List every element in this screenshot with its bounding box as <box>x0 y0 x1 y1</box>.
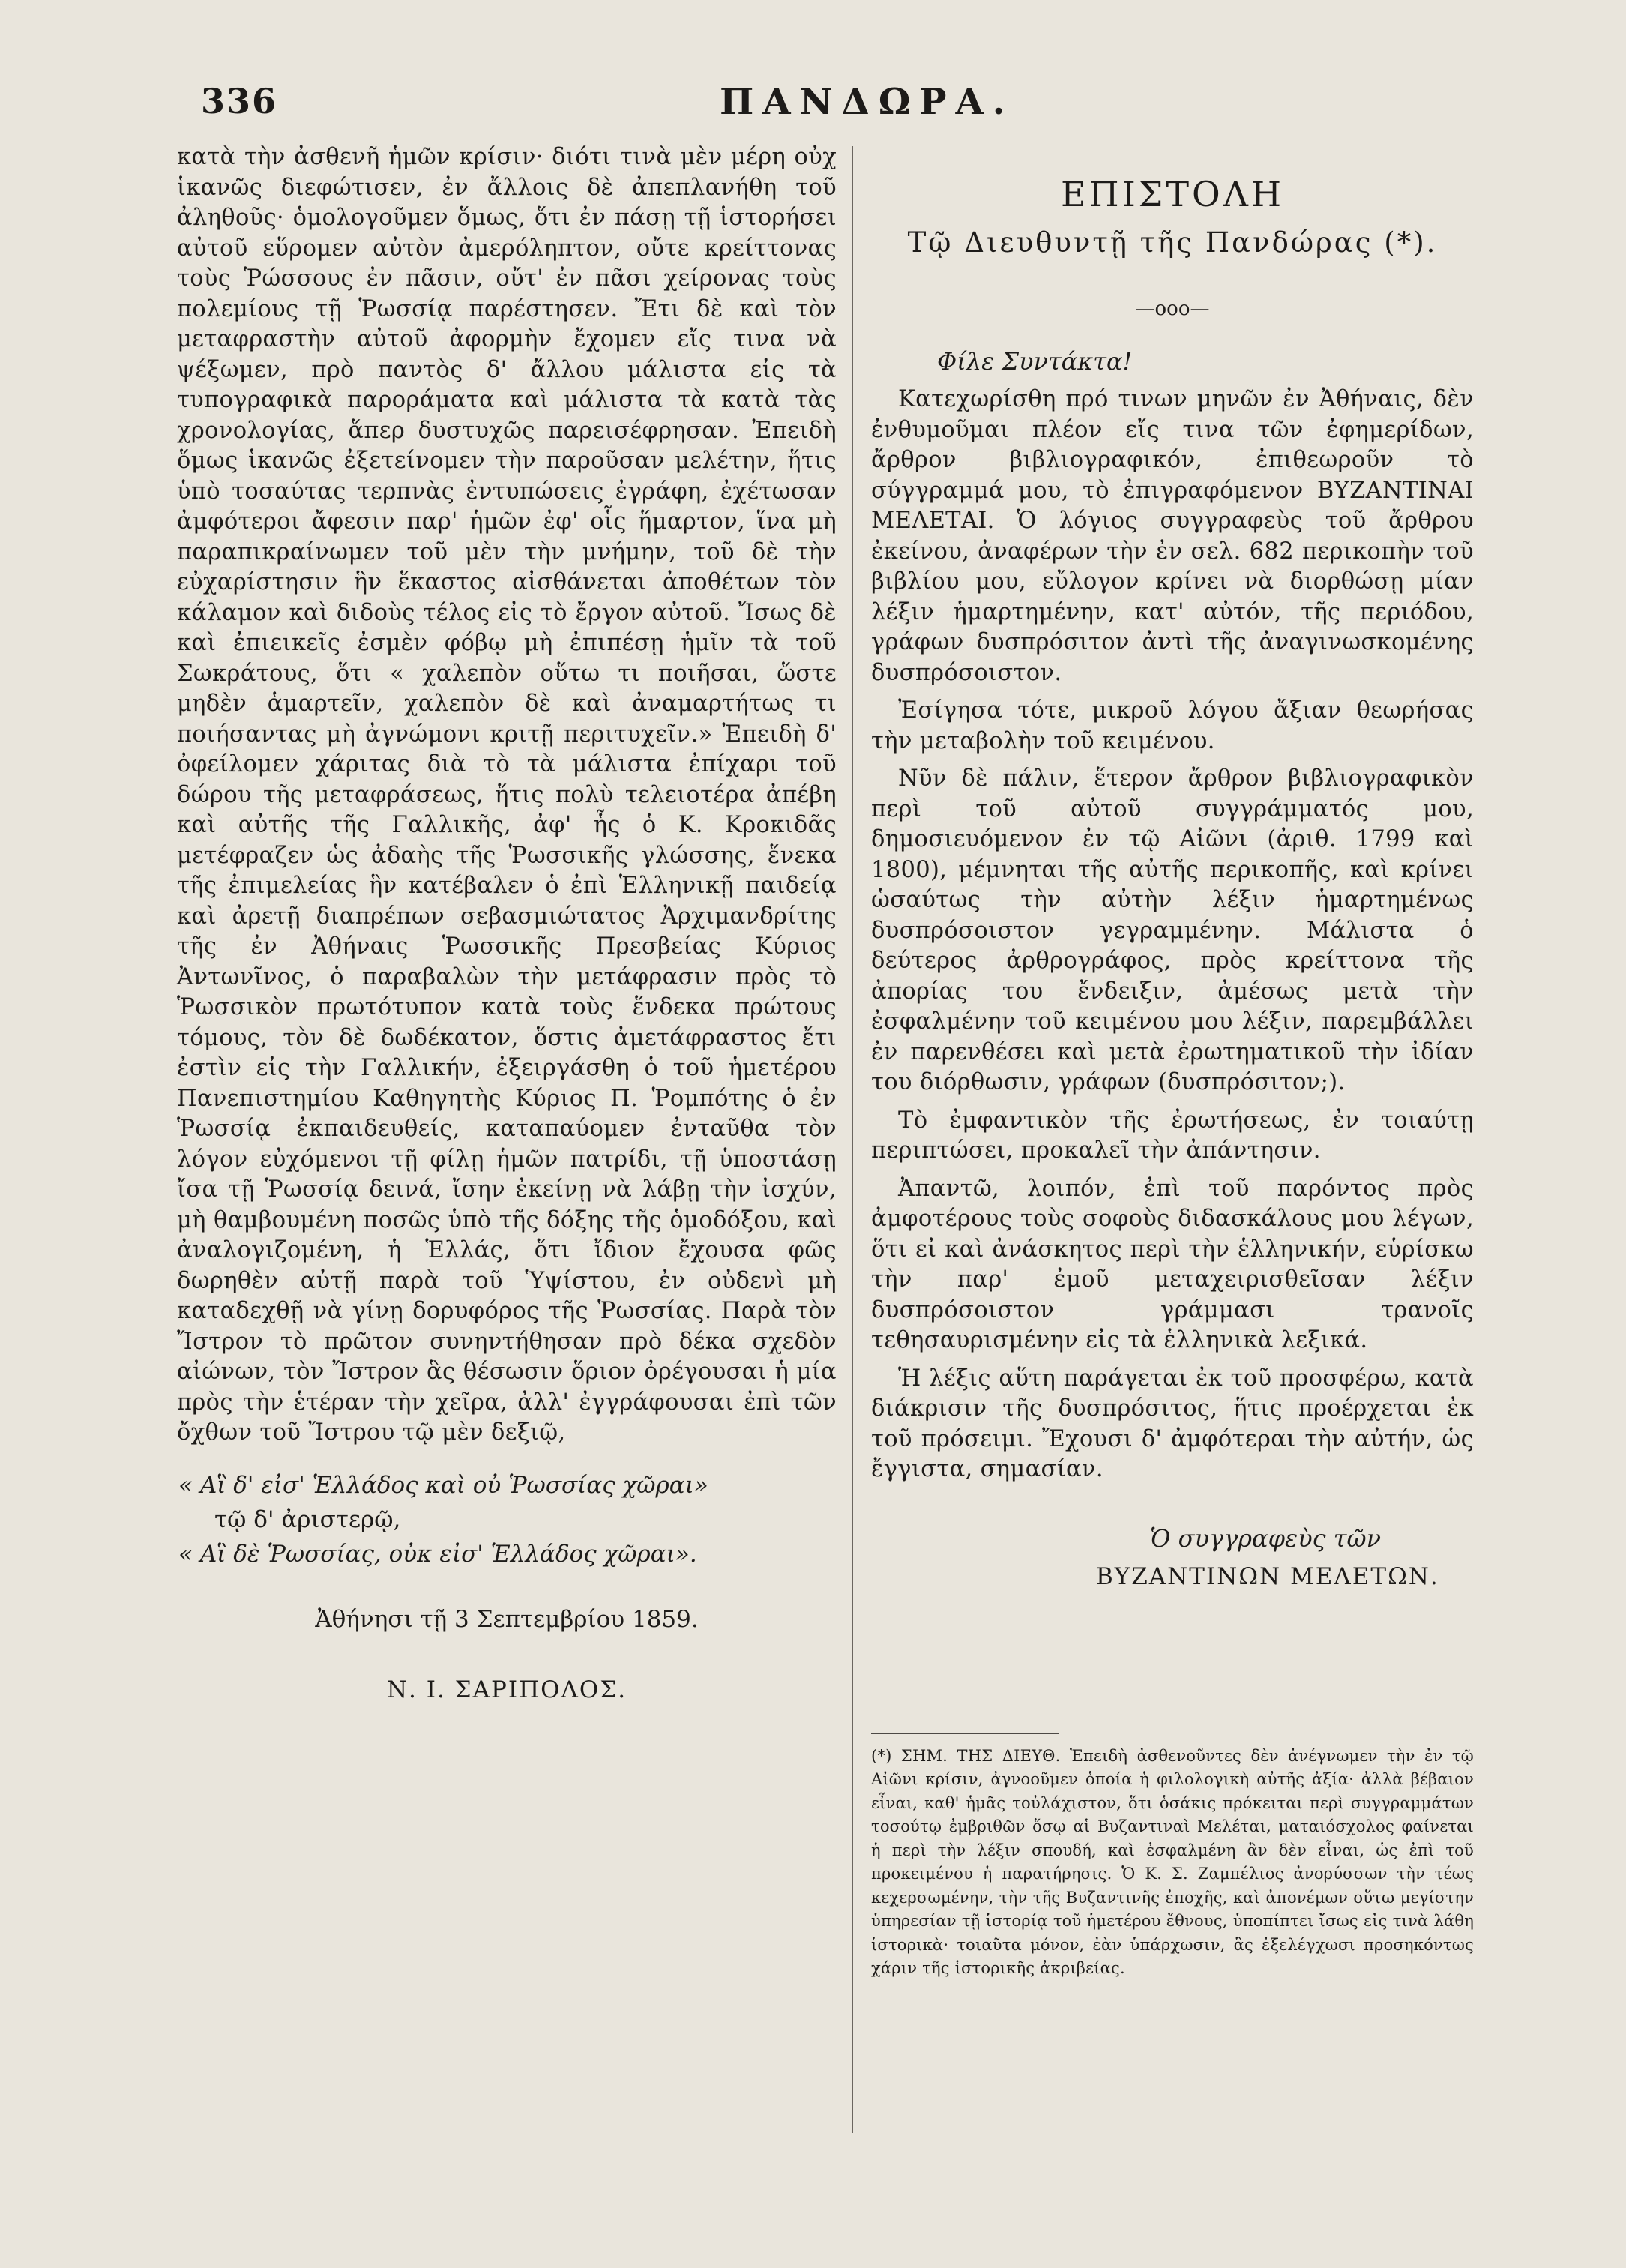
verse-line-2: « Αἳ δὲ Ῥωσσίας, οὐκ εἰσ' Ἑλλάδος χῶραι». <box>178 1540 697 1568</box>
salutation: Φίλε Συντάκτα! <box>937 347 1133 376</box>
closing-author: ΒΥΖΑΝΤΙΝΩΝ ΜΕΛΕΤΩΝ. <box>1096 1562 1439 1590</box>
left-column <box>177 142 837 1703</box>
letter-title: ΕΠΙΣΤΟΛΗ <box>1060 174 1285 214</box>
letter-paragraph: Ἡ λέξις αὕτη παράγεται ἐκ τοῦ προσφέρω, κατὰ διάκρισιν τῆς δυσπρόσιτος, ἥτις προέρχεται ἐκ τοῦ πρόσειμι. Ἔχουσι δ' ἀμφότεραι τὴν αὐτήν, ὡς ἔγγιστα, σημασίαν. <box>871 1365 1474 1482</box>
running-head: ΠΑΝΔΩΡΑ. <box>720 81 1014 123</box>
letter-paragraph: Κατεχωρίσθη πρό τινων μηνῶν ἐν Ἀθήναις, δὲν ἐνθυμοῦμαι πλέον εἴς τινα τῶν ἐφημερίδων, ἄρθρον βιβλιογραφικόν, ἐπιθεωροῦν τὸ σύγγραμμά μου, τὸ ἐπιγραφόμενον ΒΥΖΑΝΤΙΝΑΙ ΜΕΛΕΤΑΙ. Ὁ λόγιος συγγραφεὺς τοῦ ἄρθρου ἐκείνου, ἀναφέρων τὴν ἐν σελ. 682 περικοπὴν τοῦ βιβλίου μου, εὔλογον κρίνει νὰ διορθώσῃ μίαν λέξιν ἡμαρτημένην, κατ' αὐτόν, τῆς περιόδου, γράφων δυσπρόσιτον ἀντὶ τῆς ἀναγινωσκομένης δυσπρόσοιστον. <box>871 386 1474 686</box>
author-signature: Ν. Ι. ΣΑΡΙΠΟΛΟΣ. <box>386 1676 627 1703</box>
verse-follow-line: τῷ δ' ἀριστερῷ, <box>214 1506 401 1533</box>
dateline: Ἀθήνησι τῇ 3 Σεπτεμβρίου 1859. <box>315 1605 699 1633</box>
column-divider <box>852 146 853 2133</box>
ornament-divider: —οοο— <box>1135 298 1210 320</box>
letter-paragraph: Νῦν δὲ πάλιν, ἕτερον ἄρθρον βιβλιογραφικὸν περὶ τοῦ αὐτοῦ συγγράμματός μου, δημοσιευόμενον ἐν τῷ Αἰῶνι (ἀριθ. 1799 καὶ 1800), μέμνηται τῆς αὐτῆς περικοπῆς, καὶ κρίνει ὡσαύτως τὴν αὐτὴν λέξιν ἡμαρτημένως δυσπρόσοιστον γεγραμμένην. Μάλιστα ὁ δεύτερος ἀρθρογράφος, πρὸς κρείττονα τῆς ἀπορίας του ἔνδειξιν, ἀμέσως μετὰ τὴν ἐσφαλμένην τοῦ κειμένου μου λέξιν, παρεμβάλλει ἐν παρενθέσει καὶ μετὰ ἐρωτηματικοῦ τὴν ἰδίαν του διόρθωσιν, γράφων (δυσπρόσιτον;). <box>871 765 1474 1095</box>
article-text: κατὰ τὴν ἀσθενῆ ἡμῶν κρίσιν· διότι τινὰ μὲν μέρη οὐχ ἱκανῶς διεφώτισεν, ἐν ἄλλοις δὲ ἀπεπλανήθη τοῦ ἀληθοῦς· ὁμολογοῦμεν ὅμως, ὅτι ἐν πάσῃ τῇ ἱστορήσει αὐτοῦ εὕρομεν αὐτὸν ἀμερόληπτον, οὔτε κρείττονας τοὺς Ῥώσσους ἐν πᾶσιν, οὔτ' ἐν πᾶσι χείρονας τοὺς πολεμίους τῇ Ῥωσσίᾳ παρέστησεν. Ἔτι δὲ καὶ τὸν μεταφραστὴν αὐτοῦ ἀφορμὴν ἔχομεν εἴς τινα νὰ ψέξωμεν, πρὸ παντὸς δ' ἄλλου μάλιστα εἰς τὰ τυπογραφικὰ παροράματα καὶ μάλιστα τὰ κατὰ τὰς χρονολογίας, ἅπερ δυστυχῶς παρεισέφρησαν. Ἐπειδὴ ὅμως ἱκανῶς ἐξετείνομεν τὴν παροῦσαν μελέτην, ἥτις ὑπὸ τοσαύτας τερπνὰς ἐντυπώσεις ἐγράφη, ἐχέτωσαν ἀμφότεροι ἄφεσιν παρ' ἡμῶν ἐφ' οἷς ἥμαρτον, ἵνα μὴ παραπικραίνωμεν τοῦ μὲν τὴν μνήμην, τοῦ δὲ τὴν εὐχαρίστησιν ἣν ἕκαστος αἰσθάνεται ἀποθέτων τὸν κάλαμον καὶ διδοὺς τέλος εἰς τὸ ἔργον αὐτοῦ. Ἴσως δὲ καὶ ἐπιεικεῖς ἐσμὲν φόβῳ μὴ ἐπιπέσῃ ἡμῖν τὰ τοῦ Σωκράτους, ὅτι « χαλεπὸν οὕτω τι ποιῆσαι, ὥστε μηδὲν ἁμαρτεῖν, χαλεπὸν δὲ καὶ ἀναμαρτήτως τι ποιήσαντας μὴ ἀγνώμονι κριτῇ περιτυχεῖν.» Ἐπειδὴ δ' ὀφείλομεν χάριτας διὰ τὸ τὰ μάλιστα ἐπίχαρι τοῦ δώρου τῆς μεταφράσεως, ἥτις πολὺ τελειοτέρα ἀπέβη καὶ αὐτῆς τῆς Γαλλικῆς, ἀφ' ἧς ὁ Κ. Κροκιδᾶς μετέφραζεν ὡς ἀδαὴς τῆς Ῥωσσικῆς γλώσσης, ἕνεκα τῆς ἐπιμελείας ἣν κατέβαλεν ὁ ἐπὶ Ἑλληνικῇ παιδείᾳ καὶ ἀρετῇ διαπρέπων σεβασμιώτατος Ἀρχιμανδρίτης τῆς ἐν Ἀθήναις Ῥωσσικῆς Πρεσβείας Κύριος Ἀντωνῖνος, ὁ παραβαλὼν τὴν μετάφρασιν πρὸς τὸ Ῥωσσικὸν πρωτότυπον κατὰ τοὺς ἕνδεκα πρώτους τόμους, τὸν δὲ δωδέκατον, ὅστις ἀμετάφραστος ἔτι ἐστὶν εἰς τὴν Γαλλικήν, ἐξειργάσθη ὁ τοῦ ἡμετέρου Πανεπιστημίου Καθηγητὴς Κύριος Π. Ῥομπότης ὁ ἐν Ῥωσσίᾳ ἐκπαιδευθείς, καταπαύομεν ἐνταῦθα τὸν λόγον εὐχόμενοι τῇ φίλῃ ἡμῶν πατρίδι, τῇ ὑποστάσῃ ἴσα τῇ Ῥωσσίᾳ δεινά, ἴσην ἐκείνῃ νὰ λάβῃ τὴν ἰσχύν, μὴ θαμβουμένη ποσῶς ὑπὸ τῆς δόξης τῆς ὁμοδόξου, καὶ ἀναλογιζομένη, ἡ Ἑλλάς, ὅτι ἴδιον ἔχουσα φῶς δωρηθὲν αὐτῇ παρὰ τοῦ Ὑψίστου, ἐν οὐδενὶ μὴ καταδεχθῇ νὰ γίνῃ δορυφόρος τῆς Ῥωσσίας. Παρὰ τὸν Ἴστρον τὸ πρῶτον συνηντήθησαν πρὸ δέκα σχεδὸν αἰώνων, τὸν Ἴστρον ἃς θέσωσιν ὅριον ὀρέγουσαι ἡ μία πρὸς τὴν ἑτέραν τὴν χεῖρα, ἀλλ' ἐγγράφουσαι ἐπὶ τῶν ὄχθων τοῦ Ἴστρου τῷ μὲν δεξιῷ, <box>177 144 837 1446</box>
editor-footnote: (*) ΣΗΜ. ΤΗΣ ΔΙΕΥΘ. Ἐπειδὴ ἀσθενοῦντες δὲν ἀνέγνωμεν τὴν ἐν τῷ Αἰῶνι κρίσιν, ἀγνοοῦμεν ὁποία ἡ φιλολογικὴ αὐτῆς ἀξία· ἀλλὰ βέβαιον εἶναι, καθ' ἡμᾶς τοὐλάχιστον, ὅτι ὁσάκις πρόκειται περὶ συγγραμμάτων τοσούτῳ ἐμβριθῶν ὅσῳ αἱ Βυζαντιναὶ Μελέται, ματαιόσχολος φαίνεται ἡ περὶ τὴν λέξιν σπουδή, καὶ ἐσφαλμένη ἂν δὲν εἶναι, ὡς ἐπὶ τοῦ προκειμένου ἡ παρατήρησις. Ὁ Κ. Σ. Ζαμπέλιος ἀνορύσσων τὴν τέως κεχερσωμένην, τὴν τῆς Βυζαντινῆς ἐποχῆς, καὶ ἀπονέμων οὕτω μεγίστην ὑπηρεσίαν τῇ ἱστορίᾳ τοῦ ἡμετέρου ἔθνους, ὑποπίπτει ἴσως εἰς τινὰ λάθη ἱστορικὰ· τοιαῦτα μόνον, ἐὰν ὑπάρχωσιν, ἃς ἐξελέγχωσι προσηκόντως χάριν τῆς ἱστορικῆς ἀκριβείας. <box>871 1746 1474 1977</box>
letter-dedication: Τῷ Διευθυντῇ τῆς Πανδώρας (*). <box>907 226 1438 259</box>
verse-line-1: « Αἳ δ' εἰσ' Ἑλλάδος καὶ οὐ Ῥωσσίας χῶραι» <box>178 1471 708 1499</box>
closing-line: Ὁ συγγραφεὺς τῶν <box>1150 1523 1382 1553</box>
letter-paragraph: Τὸ ἐμφαντικὸν τῆς ἐρωτήσεως, ἐν τοιαύτῃ περιπτώσει, προκαλεῖ τὴν ἀπάντησιν. <box>871 1107 1474 1164</box>
letter-paragraph: Ἐσίγησα τότε, μικροῦ λόγου ἄξιαν θεωρήσας τὴν μεταβολὴν τοῦ κειμένου. <box>871 697 1474 754</box>
letter-paragraph: Ἀπαντῶ, λοιπόν, ἐπὶ τοῦ παρόντος πρὸς ἀμφοτέρους τοὺς σοφοὺς διδασκάλους μου λέγων, ὅτι εἰ καὶ ἀνάσκητος περὶ τὴν ἑλληνικήν, εὑρίσκω τὴν παρ' ἐμοῦ μεταχειρισθεῖσαν λέξιν δυσπρόσοιστον γράμμασι τρανοῖς τεθησαυρισμένην εἰς τὰ ἑλληνικὰ λεξικά. <box>871 1175 1474 1353</box>
footnote-rule <box>871 1733 1059 1734</box>
right-column <box>871 142 1474 1981</box>
page-number: 336 <box>201 81 278 121</box>
